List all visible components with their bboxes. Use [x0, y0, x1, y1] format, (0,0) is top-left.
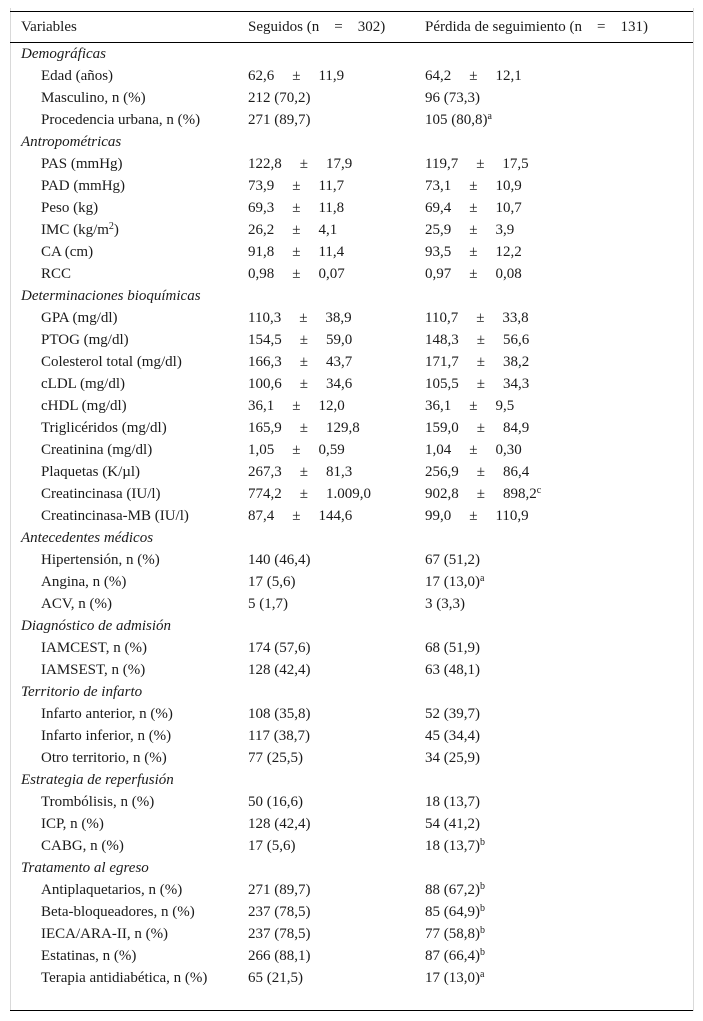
row-label-text: Colesterol total (mg/dl) — [41, 354, 182, 370]
value-perdida-text: 148,3 ± 56,6 — [425, 332, 530, 348]
value-seguidos: 774,2 ± 1.009,0 — [248, 486, 371, 502]
value-seguidos: 122,8 ± 17,9 — [248, 156, 353, 172]
section-title: Estrategia de reperfusión — [21, 772, 174, 788]
value-perdida — [425, 879, 692, 901]
value-seguidos: 91,8 ± 11,4 — [248, 244, 345, 260]
table-row — [11, 637, 692, 659]
value-perdida-text: 1,04 ± 0,30 — [425, 442, 522, 458]
value-perdida — [425, 395, 692, 417]
value-perdida-text: 17 (13,0) — [425, 970, 480, 986]
row-label-text: PTOG (mg/dl) — [41, 332, 129, 348]
value-seguidos: 212 (70,2) — [248, 90, 311, 106]
row-label-text: CABG, n (%) — [41, 838, 124, 854]
row-label — [11, 967, 248, 989]
table-row — [11, 549, 692, 571]
row-label — [11, 219, 248, 241]
row-label — [11, 505, 248, 527]
value-perdida-text: 96 (73,3) — [425, 90, 480, 106]
row-label-text: Procedencia urbana, n (%) — [41, 112, 201, 128]
value-perdida — [425, 373, 692, 395]
label-superscript: 2 — [108, 221, 114, 232]
header-seguidos: Seguidos (n = 302) — [248, 19, 386, 35]
table-row — [11, 659, 692, 681]
table-row — [11, 439, 692, 461]
row-label-text: Infarto anterior, n (%) — [41, 706, 173, 722]
section-title: Tratamento al egreso — [21, 860, 149, 876]
value-perdida — [425, 967, 692, 989]
row-label — [11, 197, 248, 219]
value-perdida — [425, 153, 692, 175]
value-perdida-text: 93,5 ± 12,2 — [425, 244, 522, 260]
value-seguidos: 5 (1,7) — [248, 596, 288, 612]
value-seguidos: 17 (5,6) — [248, 838, 296, 854]
value-perdida-text: 64,2 ± 12,1 — [425, 68, 522, 84]
section-header — [11, 615, 692, 637]
row-label — [11, 549, 248, 571]
table-body — [11, 43, 692, 989]
row-label — [11, 571, 248, 593]
row-label — [11, 351, 248, 373]
section-title: Antecedentes médicos — [21, 530, 154, 546]
footnote-marker: a — [480, 969, 485, 980]
row-label — [11, 703, 248, 725]
value-perdida — [425, 901, 692, 923]
row-label-text: Creatincinasa (IU/l) — [41, 486, 161, 502]
value-seguidos: 1,05 ± 0,59 — [248, 442, 345, 458]
row-label — [11, 461, 248, 483]
data-table — [11, 15, 692, 989]
value-perdida-text: 77 (58,8) — [425, 926, 480, 942]
section-title: Diagnóstico de admisión — [21, 618, 171, 634]
row-label — [11, 329, 248, 351]
table-row — [11, 483, 692, 505]
value-perdida-text: 119,7 ± 17,5 — [425, 156, 529, 172]
value-perdida — [425, 87, 692, 109]
value-perdida-text: 54 (41,2) — [425, 816, 480, 832]
value-perdida — [425, 197, 692, 219]
row-label — [11, 725, 248, 747]
row-label-text: cHDL (mg/dl) — [41, 398, 127, 414]
section-header — [11, 43, 692, 65]
value-seguidos: 174 (57,6) — [248, 640, 311, 656]
table-row — [11, 571, 692, 593]
value-perdida-text: 110,7 ± 33,8 — [425, 310, 529, 326]
row-label-text: IAMCEST, n (%) — [41, 640, 147, 656]
row-label — [11, 175, 248, 197]
value-perdida — [425, 923, 692, 945]
value-perdida-text: 87 (66,4) — [425, 948, 480, 964]
table-row — [11, 945, 692, 967]
footnote-marker: a — [487, 111, 492, 122]
value-seguidos: 128 (42,4) — [248, 816, 311, 832]
row-label — [11, 395, 248, 417]
row-label-text: CA (cm) — [41, 244, 94, 260]
value-seguidos: 110,3 ± 38,9 — [248, 310, 352, 326]
row-label — [11, 791, 248, 813]
value-perdida-text: 902,8 ± 898,2 — [425, 486, 537, 502]
section-header — [11, 681, 692, 703]
value-seguidos: 266 (88,1) — [248, 948, 311, 964]
table-row — [11, 879, 692, 901]
value-seguidos: 108 (35,8) — [248, 706, 311, 722]
section-header — [11, 857, 692, 879]
value-perdida-text: 73,1 ± 10,9 — [425, 178, 522, 194]
footnote-marker: b — [480, 837, 485, 848]
header-perdida: Pérdida de seguimiento (n = 131) — [425, 19, 649, 35]
value-perdida — [425, 505, 692, 527]
row-label — [11, 835, 248, 857]
value-perdida — [425, 417, 692, 439]
table-row — [11, 307, 692, 329]
table-row — [11, 747, 692, 769]
row-label-text: cLDL (mg/dl) — [41, 376, 126, 392]
value-seguidos: 267,3 ± 81,3 — [248, 464, 353, 480]
table-row — [11, 725, 692, 747]
value-seguidos: 87,4 ± 144,6 — [248, 508, 353, 524]
row-label — [11, 109, 248, 131]
row-label-text: Creatinina (mg/dl) — [41, 442, 153, 458]
value-seguidos: 73,9 ± 11,7 — [248, 178, 345, 194]
value-perdida-text: 63 (48,1) — [425, 662, 480, 678]
value-perdida — [425, 461, 692, 483]
row-label — [11, 901, 248, 923]
table-row — [11, 87, 692, 109]
value-perdida — [425, 351, 692, 373]
value-seguidos: 50 (16,6) — [248, 794, 303, 810]
table-row — [11, 351, 692, 373]
table-row — [11, 153, 692, 175]
row-label — [11, 417, 248, 439]
table-row — [11, 197, 692, 219]
table-row — [11, 417, 692, 439]
value-seguidos: 65 (21,5) — [248, 970, 303, 986]
value-perdida — [425, 549, 692, 571]
row-label — [11, 241, 248, 263]
value-seguidos: 165,9 ± 129,8 — [248, 420, 360, 436]
value-seguidos: 128 (42,4) — [248, 662, 311, 678]
value-perdida-text: 88 (67,2) — [425, 882, 480, 898]
value-seguidos: 77 (25,5) — [248, 750, 303, 766]
row-label — [11, 879, 248, 901]
value-perdida — [425, 439, 692, 461]
row-label — [11, 87, 248, 109]
row-label-text: ACV, n (%) — [41, 596, 112, 612]
value-seguidos: 140 (46,4) — [248, 552, 311, 568]
row-label — [11, 65, 248, 87]
value-perdida — [425, 109, 692, 131]
value-seguidos: 69,3 ± 11,8 — [248, 200, 345, 216]
row-label-text: PAS (mmHg) — [41, 156, 123, 172]
value-seguidos: 26,2 ± 4,1 — [248, 222, 338, 238]
value-perdida-text: 0,97 ± 0,08 — [425, 266, 522, 282]
value-perdida — [425, 835, 692, 857]
section-title: Determinaciones bioquímicas — [21, 288, 201, 304]
table-row — [11, 175, 692, 197]
value-seguidos: 0,98 ± 0,07 — [248, 266, 345, 282]
table-row — [11, 813, 692, 835]
row-label-text: Trombólisis, n (%) — [41, 794, 155, 810]
table-row — [11, 373, 692, 395]
row-label-text: Estatinas, n (%) — [41, 948, 137, 964]
footnote-marker: b — [480, 947, 485, 958]
value-seguidos: 17 (5,6) — [248, 574, 296, 590]
row-label-text: Angina, n (%) — [41, 574, 127, 590]
row-label — [11, 593, 248, 615]
value-perdida-text: 25,9 ± 3,9 — [425, 222, 515, 238]
row-label-text: Edad (años) — [41, 68, 114, 84]
value-perdida-text: 85 (64,9) — [425, 904, 480, 920]
table-row — [11, 901, 692, 923]
value-perdida-text: 68 (51,9) — [425, 640, 480, 656]
value-perdida-text: 105 (80,8) — [425, 112, 488, 128]
value-perdida — [425, 329, 692, 351]
section-header — [11, 131, 692, 153]
footnote-marker: b — [480, 903, 485, 914]
table-row — [11, 593, 692, 615]
value-perdida-text: 99,0 ± 110,9 — [425, 508, 529, 524]
value-seguidos: 36,1 ± 12,0 — [248, 398, 345, 414]
row-label — [11, 637, 248, 659]
value-perdida — [425, 219, 692, 241]
row-label-text: IMC (kg/m — [41, 222, 109, 238]
table-row — [11, 967, 692, 989]
label-end: ) — [113, 222, 119, 238]
table-row — [11, 65, 692, 87]
row-label — [11, 945, 248, 967]
top-rule — [10, 11, 693, 12]
row-label-text: IECA/ARA-II, n (%) — [41, 926, 169, 942]
section-header — [11, 769, 692, 791]
table-row — [11, 241, 692, 263]
section-title: Antropométricas — [21, 134, 122, 150]
table-row — [11, 109, 692, 131]
value-perdida — [425, 725, 692, 747]
value-perdida — [425, 65, 692, 87]
row-label-text: Peso (kg) — [41, 200, 99, 216]
row-label — [11, 923, 248, 945]
value-perdida — [425, 637, 692, 659]
row-label — [11, 439, 248, 461]
value-perdida-text: 3 (3,3) — [425, 596, 465, 612]
table-row — [11, 791, 692, 813]
table-row — [11, 329, 692, 351]
table-row — [11, 703, 692, 725]
row-label — [11, 153, 248, 175]
value-perdida — [425, 659, 692, 681]
row-label — [11, 813, 248, 835]
table-row — [11, 219, 692, 241]
row-label-text: RCC — [41, 266, 72, 282]
header-variables: Variables — [21, 19, 77, 35]
row-label-text: Infarto inferior, n (%) — [41, 728, 172, 744]
row-label-text: Triglicéridos (mg/dl) — [41, 420, 167, 436]
value-seguidos: 271 (89,7) — [248, 112, 311, 128]
value-perdida — [425, 747, 692, 769]
table-row — [11, 263, 692, 285]
value-perdida — [425, 593, 692, 615]
value-seguidos: 100,6 ± 34,6 — [248, 376, 353, 392]
footnote-marker: c — [536, 485, 542, 496]
row-label — [11, 373, 248, 395]
footnote-marker: b — [480, 925, 485, 936]
value-perdida-text: 105,5 ± 34,3 — [425, 376, 530, 392]
value-perdida — [425, 307, 692, 329]
row-label-text: Plaquetas (K/µl) — [41, 464, 141, 480]
row-label-text: Hipertensión, n (%) — [41, 552, 160, 568]
value-seguidos: 154,5 ± 59,0 — [248, 332, 353, 348]
section-header — [11, 285, 692, 307]
row-label-text: Masculino, n (%) — [41, 90, 146, 106]
value-perdida-text: 159,0 ± 84,9 — [425, 420, 530, 436]
value-perdida — [425, 945, 692, 967]
row-label — [11, 483, 248, 505]
value-perdida — [425, 241, 692, 263]
value-seguidos: 271 (89,7) — [248, 882, 311, 898]
value-perdida-text: 256,9 ± 86,4 — [425, 464, 530, 480]
value-perdida-text: 52 (39,7) — [425, 706, 480, 722]
value-seguidos: 166,3 ± 43,7 — [248, 354, 353, 370]
row-label-text: ICP, n (%) — [41, 816, 104, 832]
table-row — [11, 395, 692, 417]
row-label — [11, 307, 248, 329]
value-perdida-text: 171,7 ± 38,2 — [425, 354, 530, 370]
table-row — [11, 505, 692, 527]
value-seguidos: 117 (38,7) — [248, 728, 310, 744]
value-seguidos: 237 (78,5) — [248, 904, 311, 920]
header-row — [11, 15, 692, 39]
table-row — [11, 923, 692, 945]
row-label-text: Creatincinasa-MB (IU/l) — [41, 508, 189, 524]
value-perdida-text: 18 (13,7) — [425, 794, 480, 810]
value-perdida — [425, 813, 692, 835]
row-label-text: Otro territorio, n (%) — [41, 750, 167, 766]
row-label-text: IAMSEST, n (%) — [41, 662, 146, 678]
row-label-text: Beta-bloqueadores, n (%) — [41, 904, 195, 920]
value-perdida-text: 67 (51,2) — [425, 552, 480, 568]
footnote-marker: b — [480, 881, 485, 892]
value-perdida-text: 69,4 ± 10,7 — [425, 200, 522, 216]
section-header — [11, 527, 692, 549]
value-perdida — [425, 175, 692, 197]
footnote-marker: a — [480, 573, 485, 584]
row-label-text: GPA (mg/dl) — [41, 310, 118, 326]
row-label — [11, 747, 248, 769]
row-label-text: Antiplaquetarios, n (%) — [41, 882, 183, 898]
value-seguidos: 62,6 ± 11,9 — [248, 68, 345, 84]
value-perdida-text: 18 (13,7) — [425, 838, 480, 854]
value-perdida-text: 17 (13,0) — [425, 574, 480, 590]
row-label-text: Terapia antidiabética, n (%) — [41, 970, 208, 986]
table-row — [11, 461, 692, 483]
row-label — [11, 659, 248, 681]
row-label — [11, 263, 248, 285]
row-label-text: PAD (mmHg) — [41, 178, 126, 194]
value-perdida — [425, 263, 692, 285]
value-perdida — [425, 703, 692, 725]
value-perdida — [425, 571, 692, 593]
value-perdida-text: 45 (34,4) — [425, 728, 480, 744]
section-title: Territorio de infarto — [21, 684, 143, 700]
value-seguidos: 237 (78,5) — [248, 926, 311, 942]
value-perdida — [425, 791, 692, 813]
table-row — [11, 835, 692, 857]
value-perdida — [425, 483, 692, 505]
value-perdida-text: 36,1 ± 9,5 — [425, 398, 515, 414]
bottom-rule — [10, 1010, 693, 1011]
value-perdida-text: 34 (25,9) — [425, 750, 480, 766]
section-title: Demográficas — [21, 46, 106, 62]
